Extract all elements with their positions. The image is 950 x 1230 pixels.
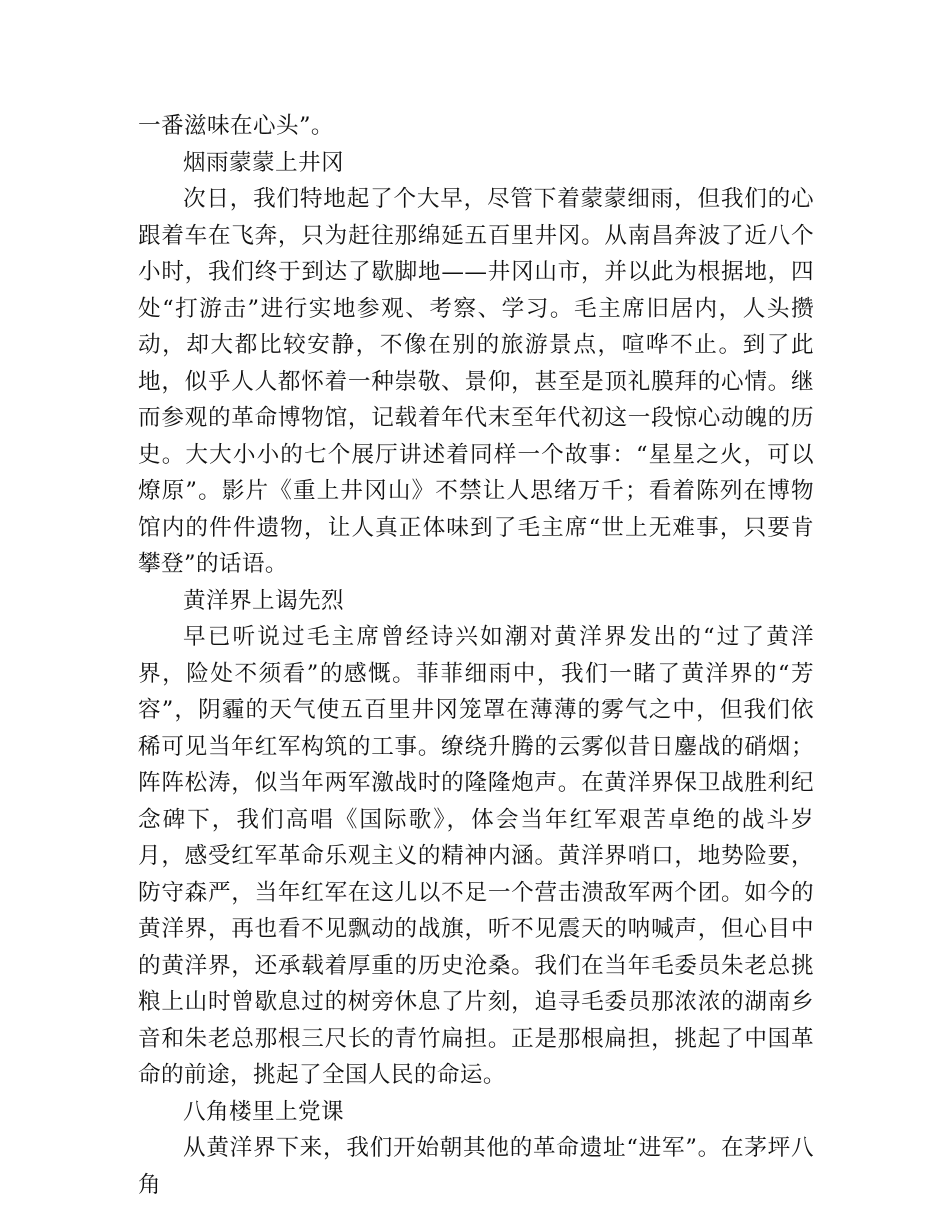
- section-heading-bajiaolou: 八角楼里上党课: [183, 1098, 344, 1125]
- paragraph-huangyangjie: 早已听说过毛主席曾经诗兴如潮对黄洋界发出的“过了黄洋界，险处不须看”的感慨。菲菲细雨中，我们一睹了黄洋界的“芳容”，阴霾的天气使五百里井冈笼罩在薄薄的雾气之中，但我们依稀可见当年红军构筑的工事。缭绕升腾的云雾似昔日鏖战的硝烟；阵阵松涛，似当年两军激战时的隆隆炮声。在黄洋界保卫战胜利纪念碑下，我们高唱《国际歌》，体会当年红军艰苦卓绝的战斗岁月，感受红军革命乐观主义的精神内涵。黄洋界哨口，地势险要，防守森严，当年红军在这儿以不足一个营击溃敌军两个团。如今的黄洋界，再也看不见飘动的战旗，听不见震天的呐喊声，但心目中的黄洋界，还承载着厚重的历史沧桑。我们在当年毛委员朱老总挑粮上山时曾歇息过的树旁休息了片刻，追寻毛委员那浓浓的湖南乡音和朱老总那根三尺长的青竹扁担。正是那根扁担，挑起了中国革命的前途，挑起了全国人民的命运。: [138, 624, 814, 1088]
- section-heading-jinggang: 烟雨蒙蒙上井冈: [183, 149, 344, 176]
- document-body: [138, 108, 814, 1203]
- paragraph-bajiaolou: 从黄洋界下来，我们开始朝其他的革命遗址“进军”。在茅坪八角: [138, 1135, 814, 1198]
- section-heading-huangyangjie: 黄洋界上谒先烈: [183, 587, 344, 614]
- paragraph-continuation: 一番滋味在心头”。: [138, 113, 334, 139]
- paragraph-jinggang: 次日，我们特地起了个大早，尽管下着蒙蒙细雨，但我们的心跟着车在飞奔，只为赶往那绵延五百里井冈。从南昌奔波了近八个小时，我们终于到达了歇脚地——井冈山市，并以此为根据地，四处“打游击”进行实地参观、考察、学习。毛主席旧居内，人头攒动，却大都比较安静，不像在别的旅游景点，喧哗不止。到了此地，似乎人人都怀着一种崇敬、景仰，甚至是顶礼膜拜的心情。继而参观的革命博物馆，记载着年代末至年代初这一段惊心动魄的历史。大大小小的七个展厅讲述着同样一个故事：“星星之火，可以燎原”。影片《重上井冈山》不禁让人思绪万千；看着陈列在博物馆内的件件遗物，让人真正体味到了毛主席“世上无难事，只要肯攀登”的话语。: [138, 186, 814, 577]
